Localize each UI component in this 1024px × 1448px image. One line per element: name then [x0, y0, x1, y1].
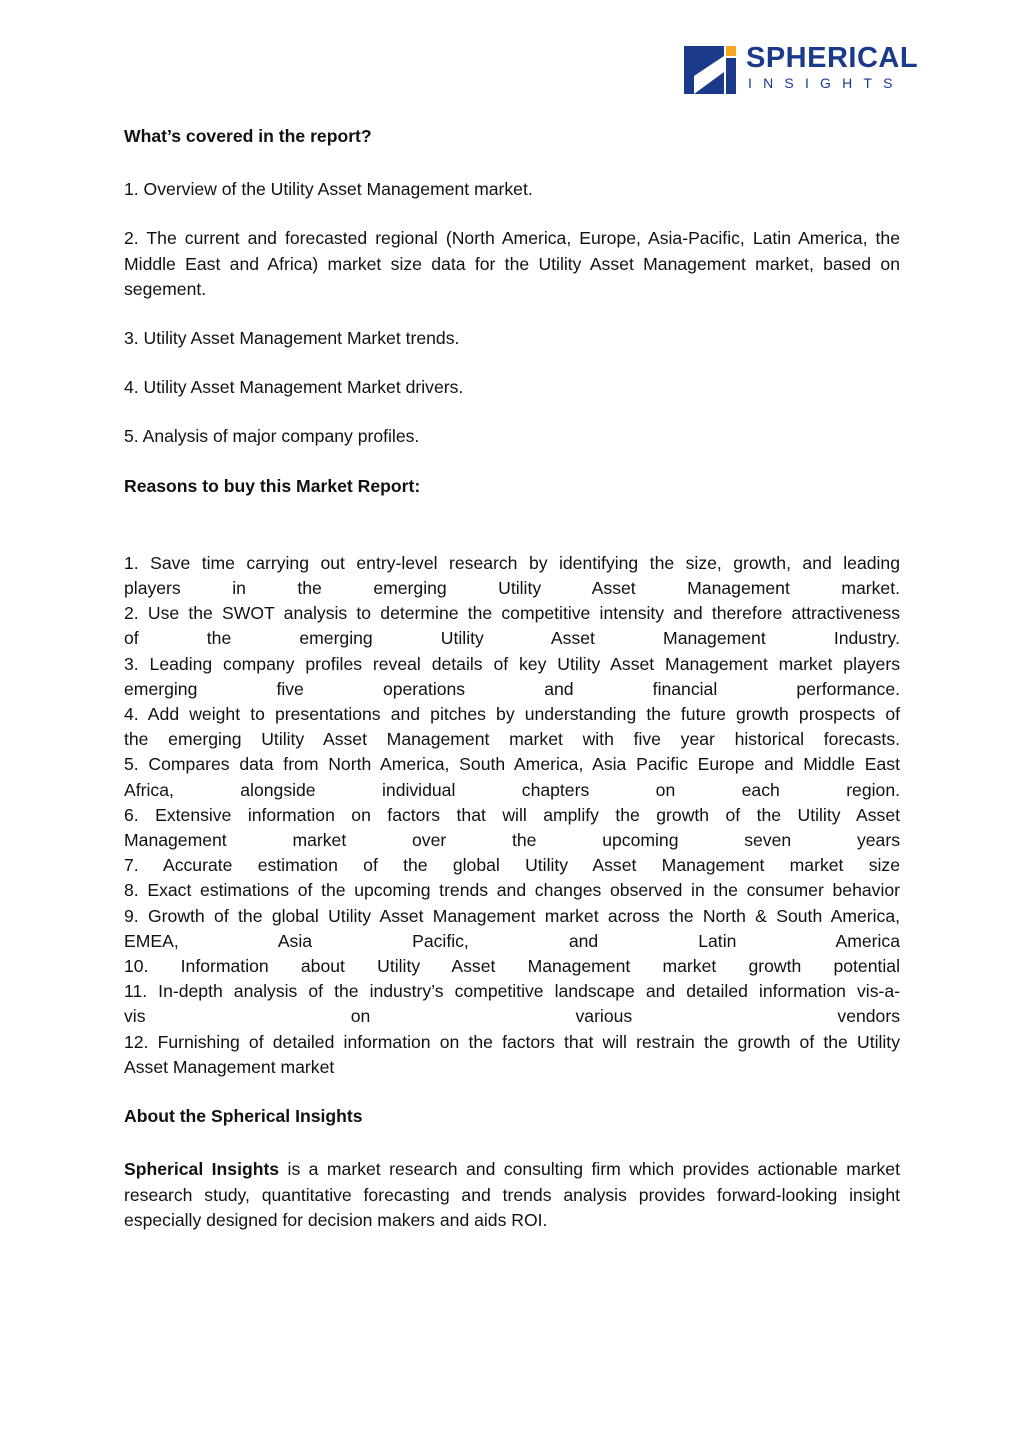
covered-item: 5. Analysis of major company profiles.: [124, 426, 420, 447]
reason-line: 5. Compares data from North America, South America, Asia Pacific Europe and Middle East: [124, 754, 900, 775]
spherical-insights-logo: [684, 42, 919, 96]
logo-mark-icon: [684, 46, 736, 94]
document-body: [124, 124, 900, 1233]
covered-item: 3. Utility Asset Management Market trends.: [124, 328, 460, 349]
reason-line: of the emerging Utility Asset Management Industry.: [124, 628, 900, 649]
covered-item: 4. Utility Asset Management Market drivers.: [124, 377, 464, 398]
about-paragraph: [124, 1157, 900, 1233]
reason-line: 10. Information about Utility Asset Management market growth potential: [124, 956, 900, 977]
reason-line: 12. Furnishing of detailed information on the factors that will restrain the growth of the Utility: [124, 1031, 900, 1052]
reason-line: players in the emerging Utility Asset Management market.: [124, 578, 900, 599]
reason-line: Asset Management market: [124, 1056, 335, 1077]
reason-line: 11. In-depth analysis of the industry’s competitive landscape and detailed information vis-a-: [124, 981, 900, 1002]
reason-line: 2. Use the SWOT analysis to determine the competitive intensity and therefore attractiveness: [124, 603, 900, 624]
covered-item: 1. Overview of the Utility Asset Management market.: [124, 179, 533, 200]
reason-line: Management market over the upcoming seven years: [124, 830, 900, 851]
reason-line: 3. Leading company profiles reveal details of key Utility Asset Management market players: [124, 653, 900, 674]
reason-line: 4. Add weight to presentations and pitches by understanding the future growth prospects of: [124, 704, 900, 725]
reason-line: 7. Accurate estimation of the global Utility Asset Management market size: [124, 855, 900, 876]
reason-line: 8. Exact estimations of the upcoming trends and changes observed in the consumer behavior: [124, 880, 900, 901]
reason-line: Africa, alongside individual chapters on each region.: [124, 779, 900, 800]
reason-line: 6. Extensive information on factors that will amplify the growth of the Utility Asset: [124, 804, 900, 825]
reason-line: the emerging Utility Asset Management market with five year historical forecasts.: [124, 729, 900, 750]
covered-heading: What’s covered in the report?: [124, 126, 372, 146]
reason-line: 1. Save time carrying out entry-level research by identifying the size, growth, and leading: [124, 552, 900, 573]
about-company-name: Spherical Insights: [124, 1159, 280, 1180]
logo-brand-main: SPHERICAL: [746, 42, 919, 74]
reasons-list: [124, 551, 900, 1080]
reason-line: emerging five operations and financial performance.: [124, 678, 900, 699]
covered-item: 2. The current and forecasted regional (North America, Europe, Asia-Pacific, Latin America, the Middle East and Africa) market size data for the Utility Asset Management market, based on segement.: [124, 228, 900, 299]
reasons-heading: Reasons to buy this Market Report:: [124, 475, 421, 496]
reason-line: vis on various vendors: [124, 1006, 900, 1027]
logo-brand-sub: INSIGHTS: [748, 75, 904, 91]
reason-line: 9. Growth of the global Utility Asset Management market across the North & South America,: [124, 905, 900, 926]
reason-line: EMEA, Asia Pacific, and Latin America: [124, 930, 900, 951]
about-description: is a market research and consulting firm which provides actionable market research study, quantitative forecasting and trends analysis provides forward-looking insight especially designed for decision makers and aids ROI.: [124, 1159, 900, 1230]
about-heading: About the Spherical Insights: [124, 1106, 363, 1127]
